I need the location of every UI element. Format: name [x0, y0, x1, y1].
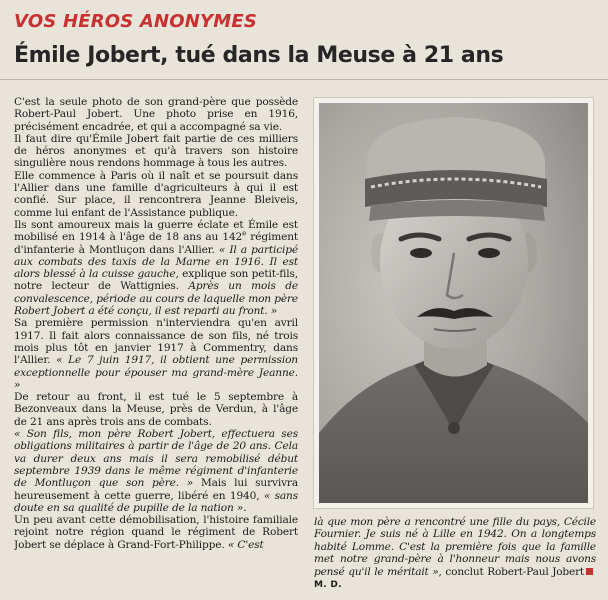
paragraph: là que mon père a rencontré une fille du pays, Cécile Fournier. Je suis né à Lille en 1942. On a longtemps habité Lomme. C'est la première fois que la famille met notre grand-père à l'honneur mais nous avons pensé qu'il le méritait », conclut Robert-Paul JobertM. D. [314, 516, 596, 591]
portrait-photo [313, 97, 594, 509]
paragraph: « Son fils, mon père Robert Jobert, effectuera ses obligations militaires à partir de l'âge de 20 ans. Cela va durer deux ans mais il sera remobilisé début septembre 1939 dans le même régiment d'infanterie de Montluçon que son père. » Mais lui survivra heureusement à cette guerre, libéré en 1940, « sans doute en sa qualité de pupille de la nation ». [14, 428, 298, 514]
paragraph: De retour au front, il est tué le 5 septembre à Bezonveaux dans la Meuse, près de Verdun, à l'âge de 21 ans après trois ans de combats. [14, 391, 298, 428]
paragraph: Il faut dire qu'Émile Jobert fait partie de ces milliers de héros anonymes et qu'à travers son histoire singulière nous rendons hommage à tous les autres. [14, 132, 298, 170]
article-conclusion [314, 516, 596, 596]
author-signature: M. D. [314, 580, 342, 591]
paragraph: Ils sont amoureux mais la guerre éclate et Émile est mobilisé en 1914 à l'âge de 18 ans au 142e régiment d'infanterie à Montluçon dans l'Allier. « Il a participé aux combats des taxis de la Marne en 1916. Il est alors blessé à la cuisse gauche, explique son petit-fils, notre lecteur de Wattignies. Après un mois de convalescence, période au cours de laquelle mon père Robert Jobert a été conçu, il est reparti au front. » [14, 218, 298, 318]
soldier-portrait-icon [319, 103, 588, 503]
article-body [14, 96, 298, 596]
section-rubric: VOS HÉROS ANONYMES [14, 11, 258, 32]
paragraph: Sa première permission n'interviendra qu'en avril 1917. Il fait alors connaissance de son fils, né trois mois plus tôt en janvier 1917 à Commentry, dans l'Allier. « Le 7 juin 1917, il obtient une permission exceptionnelle pour épouser ma grand-mère Jeanne. » [14, 317, 298, 391]
divider [0, 79, 608, 80]
paragraph: C'est la seule photo de son grand-père que possède Robert-Paul Jobert. Une photo prise en 1916, précisément encadrée, et qui a accompagné sa vie. [14, 96, 298, 133]
paragraph: Un peu avant cette démobilisation, l'histoire familiale rejoint notre région quand le régiment de Robert Jobert se déplace à Grand-Fort-Philippe. « C'est [14, 514, 298, 551]
headline: Émile Jobert, tué dans la Meuse à 21 ans [14, 43, 504, 68]
end-mark-icon [586, 568, 593, 575]
paragraph: Elle commence à Paris où il naît et se poursuit dans l'Allier dans une famille d'agriculteurs à qui il est confié. Sur place, il rencontrera Jeanne Bleiveis, comme lui enfant de l'Assistance publique. [14, 169, 298, 219]
